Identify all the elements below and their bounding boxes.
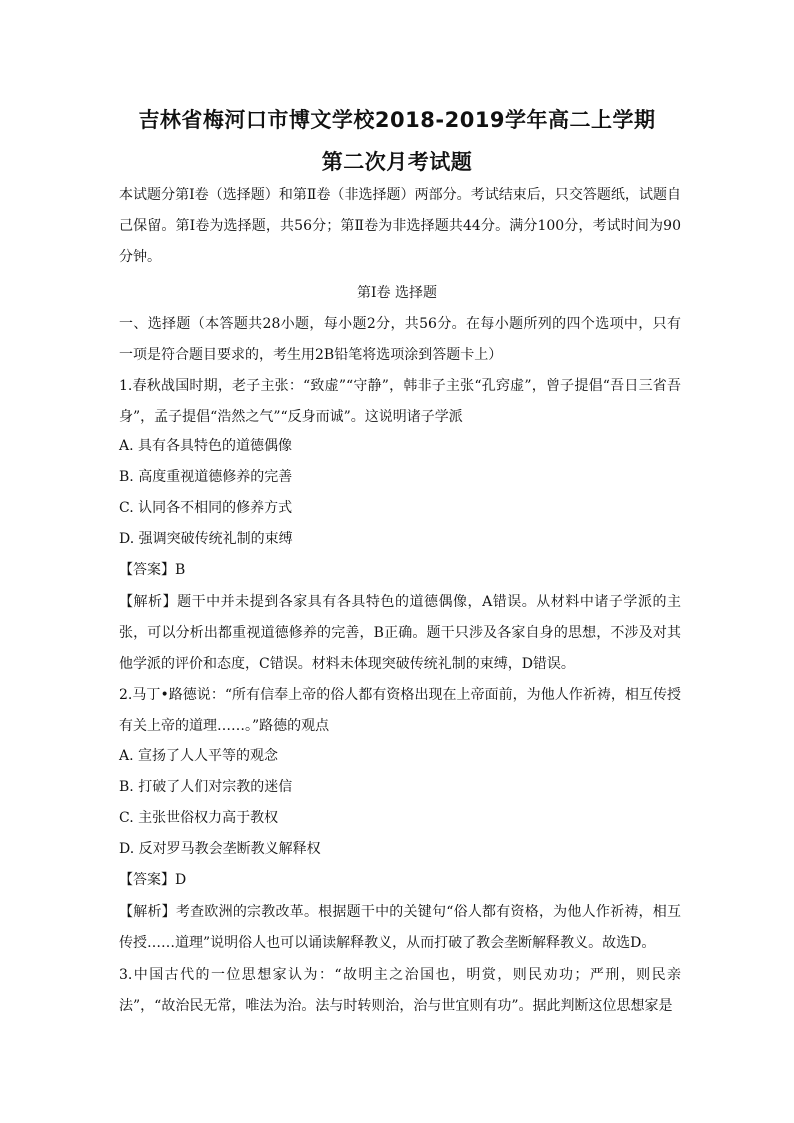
- question-2-option-a: A. 宣扬了人人平等的观念: [119, 748, 279, 764]
- question-1-option-a: A. 具有各具特色的道德偶像: [119, 438, 293, 454]
- question-1-answer: 【答案】B: [119, 562, 186, 578]
- document-title-line2: 第二次月考试题: [321, 150, 473, 174]
- question-1-stem: 1.春秋战国时期，老子主张：“致虚”“守静”，韩非子主张“孔窍虚”，曾子提倡“吾日三省吾身”，孟子提倡“浩然之气”“反身而诚”。这说明诸子学派: [119, 378, 681, 425]
- question-2-option-d: D. 反对罗马教会垄断教义解释权: [119, 841, 321, 857]
- section-title: 第Ⅰ卷 选择题: [357, 285, 437, 301]
- question-2-stem: 2.马丁•路德说：“所有信奉上帝的俗人都有资格出现在上帝面前，为他人作祈祷，相互传授有关上帝的道理……。”路德的观点: [119, 687, 681, 734]
- question-1-option-b: B. 高度重视道德修养的完善: [119, 469, 293, 485]
- question-2-option-b: B. 打破了人们对宗教的迷信: [119, 779, 293, 795]
- document-title-line1: 吉林省梅河口市博文学校2018-2019学年高二上学期: [138, 108, 656, 132]
- question-1-option-d: D. 强调突破传统礼制的束缚: [119, 531, 293, 547]
- question-2-analysis: 【解析】考查欧洲的宗教改革。根据题干中的关键句“俗人都有资格，为他人作祈祷，相互传授……道理”说明俗人也可以诵读解释教义，从而打破了教会垄断解释教义。故选D。: [119, 904, 681, 951]
- question-1-option-c: C. 认同各不相同的修养方式: [119, 500, 293, 516]
- question-3-stem: 3.中国古代的一位思想家认为：“故明主之治国也，明赏，则民劝功；严刑，则民亲法”，“故治民无常，唯法为治。法与时转则治，治与世宜则有功”。据此判断这位思想家是: [119, 967, 681, 1014]
- section-instructions: 一、选择题（本答题共28小题，每小题2分，共56分。在每小题所列的四个选项中，只有一项是符合题目要求的，考生用2B铅笔将选项涂到答题卡上）: [119, 316, 681, 363]
- question-1-analysis: 【解析】题干中并未提到各家具有各具特色的道德偶像，A错误。从材料中诸子学派的主张，可以分析出都重视道德修养的完善，B正确。题干只涉及各家自身的思想，不涉及对其他学派的评价和态度，C错误。材料未体现突破传统礼制的束缚，D错误。: [119, 594, 681, 672]
- exam-intro: 本试题分第Ⅰ卷（选择题）和第Ⅱ卷（非选择题）两部分。考试结束后，只交答题纸，试题自己保留。第Ⅰ卷为选择题，共56分；第Ⅱ卷为非选择题共44分。满分100分，考试时间为90分钟。: [119, 187, 681, 265]
- question-2-answer: 【答案】D: [119, 872, 187, 888]
- question-2-option-c: C. 主张世俗权力高于教权: [119, 810, 279, 826]
